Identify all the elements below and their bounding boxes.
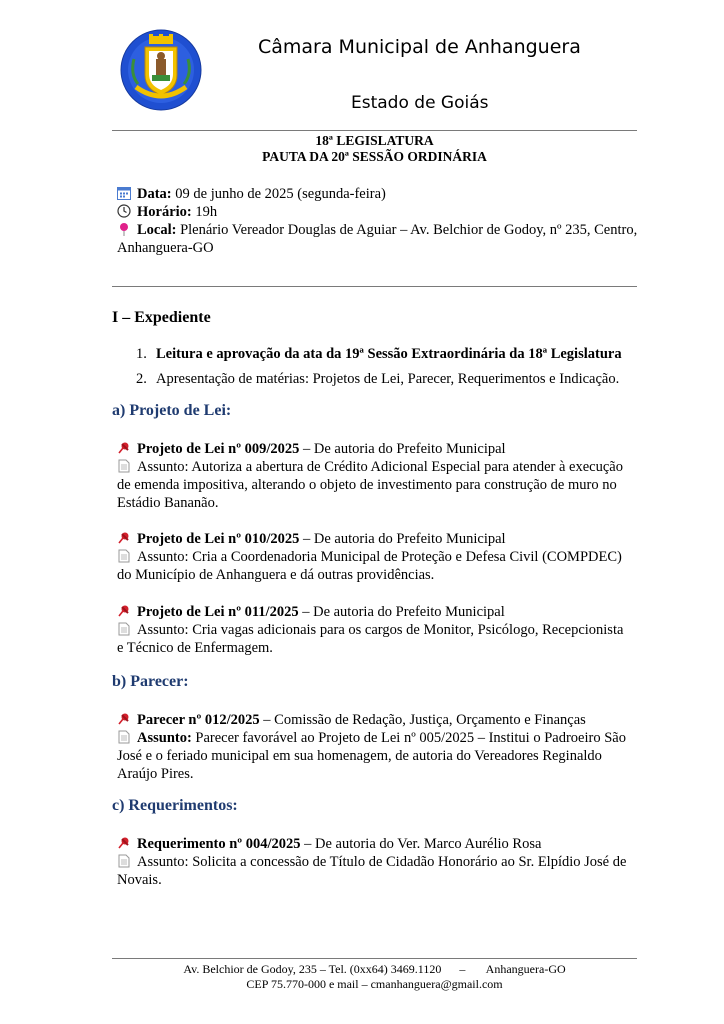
parecer-number: Parecer nº 012/2025 — [137, 712, 260, 728]
projeto-author: – De autoria do Prefeito Municipal — [299, 441, 506, 457]
projeto-title-row — [117, 440, 642, 458]
place-value: Plenário Vereador Douglas de Aguiar – Av. Belchior de Godoy, nº 235, Centro, — [176, 222, 638, 238]
session-info — [117, 185, 642, 257]
date-row — [117, 185, 642, 203]
requerimento-number: Requerimento nº 004/2025 — [137, 836, 301, 852]
footer-contact: CEP 75.770-000 e mail – cmanhanguera@gmail.com — [246, 977, 503, 991]
requerimentos-heading: c) Requerimentos: — [112, 797, 238, 814]
projeto-number: Projeto de Lei nº 009/2025 — [137, 441, 300, 457]
session-line: PAUTA DA 20ª SESSÃO ORDINÁRIA — [262, 149, 487, 164]
expediente-item — [136, 370, 622, 388]
document-icon — [117, 549, 131, 563]
place-label: Local: — [137, 222, 177, 238]
projeto-subject-cont: e Técnico de Enfermagem. — [117, 640, 273, 656]
parecer-heading: b) Parecer: — [112, 673, 189, 690]
parecer-author: – Comissão de Redação, Justiça, Orçamento e Finanças — [259, 712, 586, 728]
projetos-heading: a) Projeto de Lei: — [112, 402, 232, 419]
pushpin-icon — [117, 712, 131, 726]
projeto-author: – De autoria do Prefeito Municipal — [298, 604, 505, 620]
document-icon — [117, 854, 131, 868]
expediente-list — [136, 345, 622, 388]
footer-address: Av. Belchior de Godoy, 235 – Tel. (0xx64) 3469.1120 – Anhanguera-GO — [183, 962, 566, 976]
requerimento-subject: Assunto: Solicita a concessão de Título de Cidadão Honorário ao Sr. Elpídio José de — [137, 854, 627, 870]
footer — [112, 962, 637, 992]
projeto-subject: Assunto: Cria vagas adicionais para os cargos de Monitor, Psicólogo, Recepcionista — [137, 622, 624, 638]
time-value: 19h — [191, 204, 218, 220]
requerimento-block — [117, 835, 642, 889]
projeto-subject-cont: Estádio Bananão. — [117, 495, 219, 511]
expediente-heading: I – Expediente — [112, 309, 211, 326]
projeto-number: Projeto de Lei nº 011/2025 — [137, 604, 299, 620]
date-value: 09 de junho de 2025 (segunda-feira) — [171, 186, 386, 202]
document-icon — [117, 730, 131, 744]
pushpin-icon — [117, 836, 131, 850]
projeto-block — [117, 530, 642, 584]
projeto-block — [117, 603, 642, 657]
parecer-subject-cont: José e o feriado municipal em sua homenagem, de autoria do Vereadores Reginaldo — [117, 748, 602, 764]
info-divider — [112, 286, 637, 287]
projeto-subject-cont: do Município de Anhanguera e dá outras providências. — [117, 567, 435, 583]
projeto-block — [117, 440, 642, 512]
pushpin-icon — [117, 604, 131, 618]
requerimento-subject-cont: Novais. — [117, 872, 162, 888]
parecer-subject-label: Assunto: — [137, 730, 192, 746]
footer-divider — [112, 958, 637, 959]
projeto-subject-row — [117, 548, 642, 566]
parecer-block — [117, 711, 642, 783]
clock-icon — [117, 204, 131, 218]
place-row — [117, 221, 642, 239]
document-icon — [117, 622, 131, 636]
calendar-icon — [117, 186, 131, 200]
requerimento-subject-row — [117, 853, 642, 871]
municipal-coat-of-arms-logo — [120, 29, 202, 111]
date-label: Data: — [137, 186, 172, 202]
place-value-continued: Anhanguera-GO — [117, 240, 214, 256]
expediente-item — [136, 345, 622, 363]
projeto-subject-cont: de emenda impositiva, alterando o objeto de investimento para construção de muro no — [117, 477, 617, 493]
chamber-title: Câmara Municipal de Anhanguera — [258, 36, 581, 58]
projeto-number: Projeto de Lei nº 010/2025 — [137, 531, 300, 547]
parecer-subject: Parecer favorável ao Projeto de Lei nº 005/2025 – Institui o Padroeiro São — [191, 730, 626, 746]
parecer-title-row — [117, 711, 642, 729]
item-text: Apresentação de matérias: Projetos de Lei, Parecer, Requerimentos e Indicação. — [156, 371, 620, 387]
projeto-author: – De autoria do Prefeito Municipal — [299, 531, 506, 547]
pushpin-icon — [117, 441, 131, 455]
header-divider — [112, 130, 637, 131]
document-icon — [117, 459, 131, 473]
agenda-heading — [112, 133, 637, 165]
projeto-title-row — [117, 530, 642, 548]
time-row — [117, 203, 642, 221]
projeto-subject: Assunto: Cria a Coordenadoria Municipal de Proteção e Defesa Civil (COMPDEC) — [137, 549, 622, 565]
location-pin-icon — [117, 222, 131, 236]
projeto-subject: Assunto: Autoriza a abertura de Crédito Adicional Especial para atender à execução — [137, 459, 623, 475]
requerimento-title-row — [117, 835, 642, 853]
item-text: Leitura e aprovação da ata da 19ª Sessão Extraordinária da 18ª Legislatura — [156, 346, 622, 362]
requerimento-author: – De autoria do Ver. Marco Aurélio Rosa — [300, 836, 542, 852]
projeto-subject-row — [117, 458, 642, 476]
item-number: 1. — [136, 346, 147, 362]
legislature-line: 18ª LEGISLATURA — [315, 133, 434, 148]
parecer-subject-row — [117, 729, 642, 747]
time-label: Horário: — [137, 204, 192, 220]
parecer-subject-cont: Araújo Pires. — [117, 766, 194, 782]
pushpin-icon — [117, 531, 131, 545]
projeto-subject-row — [117, 621, 642, 639]
state-subtitle: Estado de Goiás — [351, 93, 489, 113]
item-number: 2. — [136, 371, 147, 387]
projeto-title-row — [117, 603, 642, 621]
